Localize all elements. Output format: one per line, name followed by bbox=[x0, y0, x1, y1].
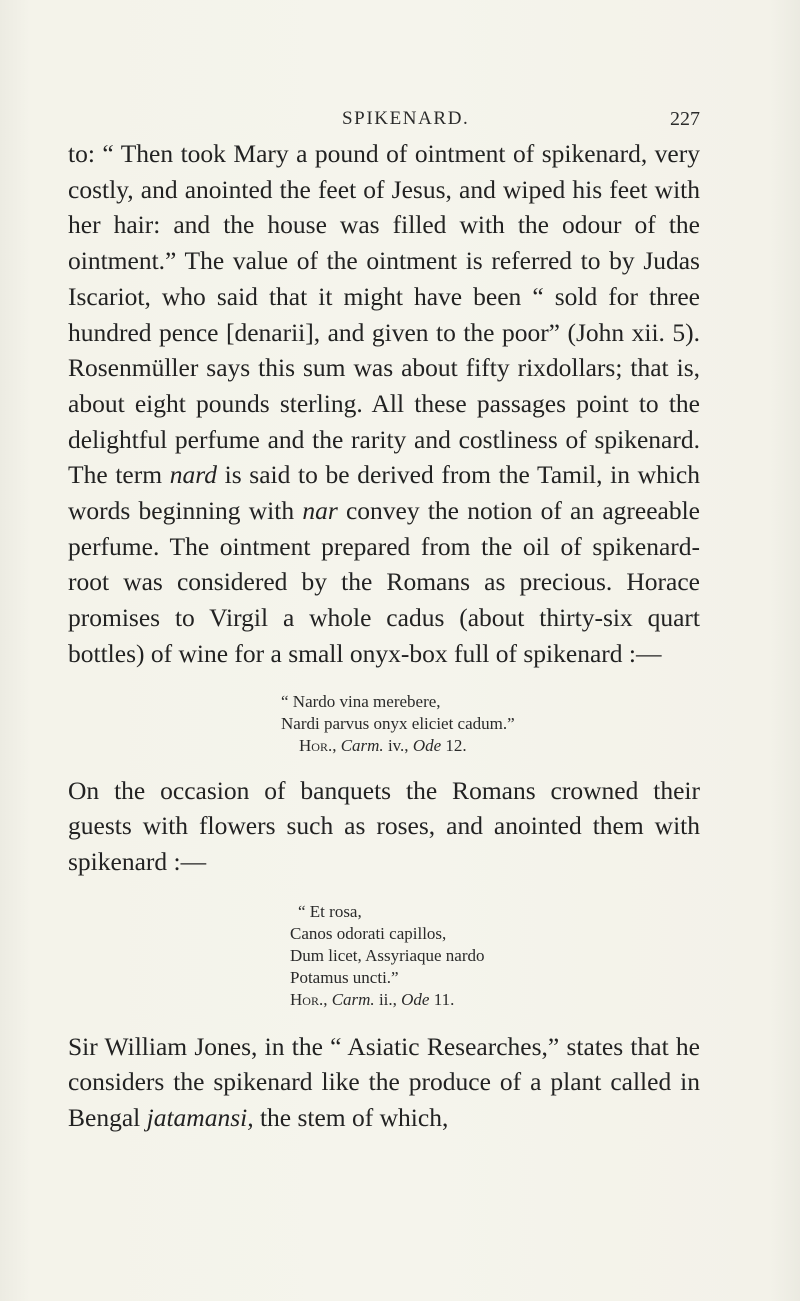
citation-ode-label: Ode bbox=[401, 989, 430, 1009]
citation-author: Hor., bbox=[290, 989, 328, 1009]
para3-text-b: the stem of which, bbox=[253, 1103, 449, 1133]
quote-line: “ Et rosa, bbox=[298, 901, 362, 921]
quote-line: Canos odorati capillos, bbox=[290, 923, 447, 943]
paragraph-banquets bbox=[68, 773, 700, 880]
quote-line: Nardi parvus onyx eliciet cadum.” bbox=[281, 713, 515, 733]
citation-ode-number: 11. bbox=[433, 989, 455, 1009]
horace-quote-ode-4-12 bbox=[281, 691, 700, 757]
para1-text-a: to: “ Then took Mary a pound of ointment of spikenard, very costly, and anointed the feet of Jesus, and wiped his feet with her hair: and the house was filled with the odour of the ointment.” The value of the ointment is referred to by Judas Iscariot, who said that it might have been “ sold for three hundred pence [denarii], and given to the poor” (John xii. 5). Rosenmüller says this sum was about fifty rixdollars; that is, about eight pounds sterling. All these passages point to the delightful perfume and the rarity and costliness of spikenard. The term bbox=[68, 139, 700, 490]
citation-ode-number: 12. bbox=[445, 735, 467, 755]
body-text bbox=[68, 136, 700, 1136]
citation-book: ii., bbox=[378, 989, 397, 1009]
citation-ode-label: Ode bbox=[412, 735, 442, 755]
para1-text-c: convey the notion of an agreeable perfume. The ointment prepared from the oil of spikenard-root was considered by the Romans as precious. Horace promises to Virgil a whole cadus (about thirty-six quart bottles) of wine for a small onyx-box full of spikenard :— bbox=[68, 496, 700, 668]
paragraph-william-jones bbox=[68, 1029, 700, 1136]
horace-quote-ode-2-11 bbox=[290, 901, 700, 1011]
quote-citation bbox=[281, 735, 700, 757]
page-number: 227 bbox=[670, 108, 700, 130]
quote-line: Potamus uncti.” bbox=[290, 967, 399, 987]
citation-work: Carm. bbox=[340, 735, 384, 755]
quote-line: “ Nardo vina merebere, bbox=[281, 691, 441, 711]
page-header bbox=[0, 100, 800, 130]
term-nard: nard bbox=[169, 460, 217, 490]
citation-author: Hor., bbox=[299, 735, 337, 755]
citation-work: Carm. bbox=[331, 989, 375, 1009]
para3-text-a: Sir William Jones, in the “ Asiatic Researches,” states that he considers the spikenard like the produce of a plant called in Bengal bbox=[68, 1031, 700, 1133]
running-head: SPIKENARD. bbox=[342, 108, 470, 129]
para1-text-b: is said to be derived from the Tamil, in which words beginning with bbox=[68, 460, 701, 526]
citation-book: iv., bbox=[387, 735, 409, 755]
quote-citation bbox=[290, 989, 700, 1011]
term-nar: nar bbox=[302, 496, 338, 526]
quote-line: Dum licet, Assyriaque nardo bbox=[290, 945, 485, 965]
term-jatamansi: jatamansi, bbox=[146, 1103, 254, 1133]
paragraph-spikenard-value bbox=[68, 136, 700, 672]
para2-text: On the occasion of banquets the Romans crowned their guests with flowers such as roses, and anointed them with spikenard :— bbox=[68, 775, 700, 876]
